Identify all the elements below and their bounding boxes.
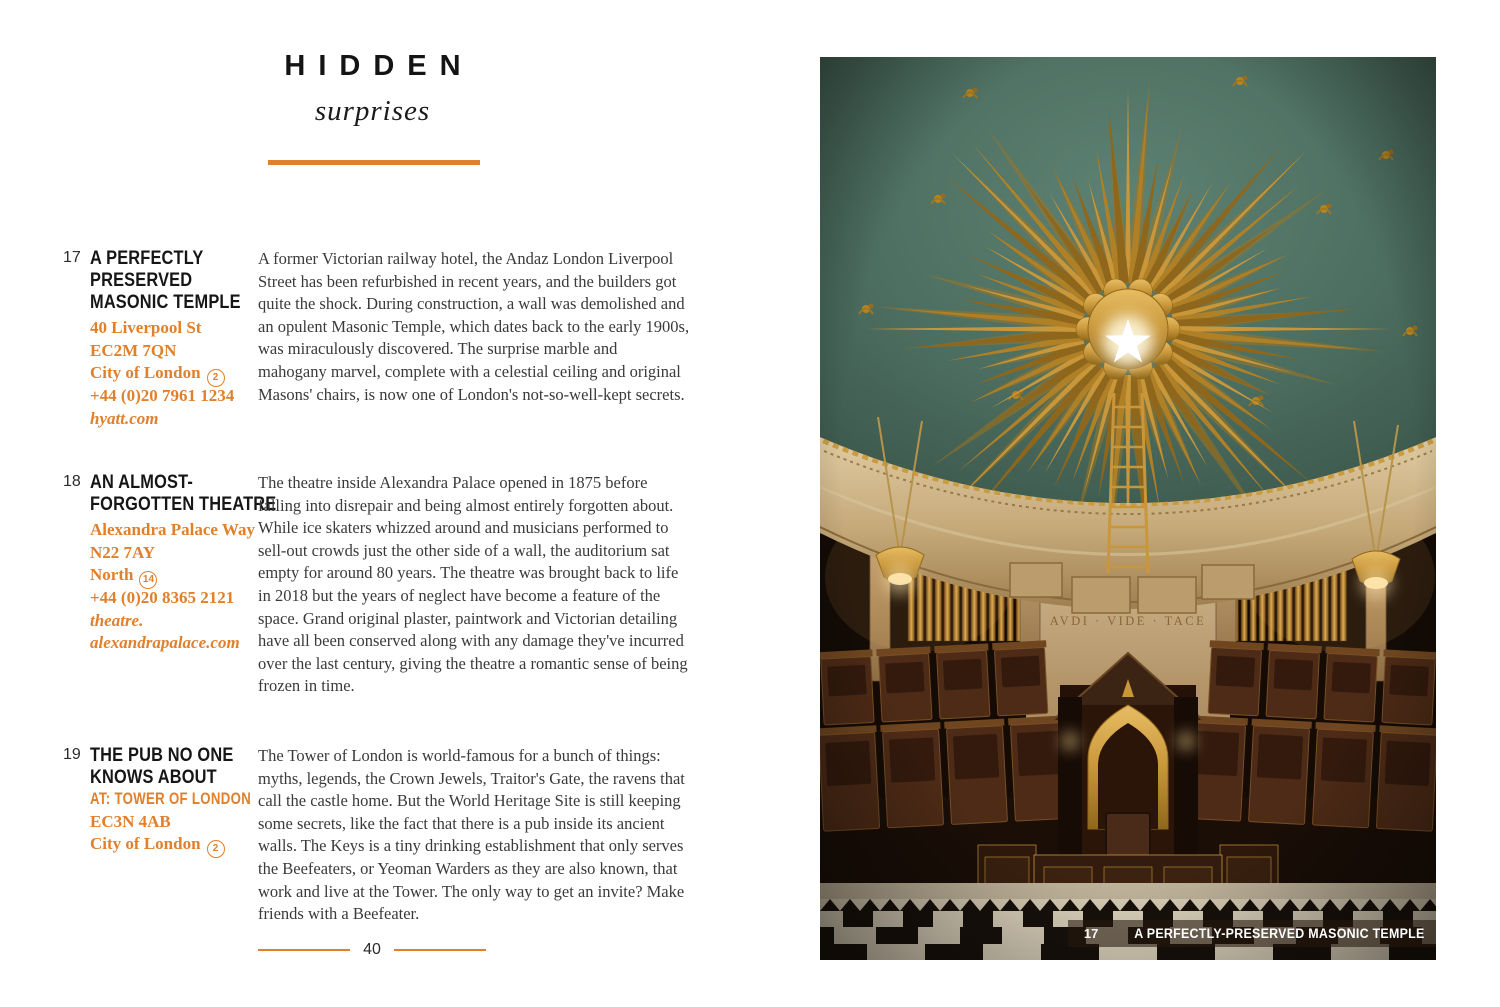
address-phone: +44 (0)20 8365 2121 — [90, 588, 235, 607]
travel-zone-badge: 2 — [207, 840, 225, 858]
chapter-title: HIDDEN — [284, 50, 474, 82]
entry-body: The Tower of London is world-famous for a bunch of things: myths, legends, the Crown Jewels, Traitor's Gate, the ravens that call the castle home. But the World Heritage Site is still keeping some secrets, like the fact that there is a pub inside its ancient walls. The Keys is a tiny drinking establishment that only serves the Beefeaters, or Yeoman Warders as they are also known, that work and live at the Tower. The only way to get an invite? Make friends with a Beefeater. — [258, 746, 685, 924]
address-postcode: EC2M 7QN — [90, 340, 177, 360]
entry-address — [90, 519, 255, 655]
address-url: hyatt.com — [90, 408, 159, 428]
entry-body: A former Victorian railway hotel, the Andaz London Liverpool Street has been refurbished in recent years, and the builders got quite the shock. During construction, a wall was demolished and an opulent Masonic Temple, which dates back to the early 1900s, was miraculously discovered. The surprise marble and mahogany marvel, complete with a celestial ceiling and original Masons' chairs, is now one of London's not-so-well-kept secrets. — [258, 249, 690, 404]
entry-body: The theatre inside Alexandra Palace opened in 1875 before falling into disrepair and being almost entirely forgotten about. While ice skaters whizzed around and musicians performed to sell-out crowds just the other side of a wall, the auditorium sat empty for around 80 years. The theatre was brought back to life in 2018 but the years of neglect have become a feature of the space. Grand original plaster, paintwork and Victorian detailing have all been conserved along with any damage they've incurred over the last century, giving the theatre a romantic sense of being frozen in time. — [258, 473, 688, 696]
entry-title: A PERFECTLY PRESERVED MASONIC TEMPLE — [90, 247, 241, 313]
entry-18 — [0, 471, 760, 696]
entry-title: THE PUB NO ONE KNOWS ABOUT — [90, 744, 234, 788]
photo-caption — [1068, 920, 1436, 947]
page-number: 40 — [363, 941, 381, 958]
footer-rule-right — [394, 949, 486, 951]
chapter-subtitle: surprises — [314, 95, 431, 127]
masonic-temple-photo — [820, 57, 1436, 960]
address-street: Alexandra Palace Way — [90, 520, 255, 539]
entry-number: 18 — [63, 473, 81, 490]
address-street: 40 Liverpool St — [90, 318, 202, 337]
address-location: AT: TOWER OF LONDON — [90, 790, 252, 808]
entry-number: 17 — [63, 249, 81, 266]
page-footer — [258, 941, 486, 959]
caption-number: 17 — [1083, 926, 1099, 941]
address-area: City of London 2 — [90, 362, 234, 385]
travel-zone-badge: 2 — [207, 369, 225, 387]
address-area: North 14 — [90, 564, 255, 587]
temple-photo-illustration — [820, 57, 1436, 960]
entry-title: AN ALMOST- FORGOTTEN THEATRE — [90, 471, 277, 515]
travel-zone-badge: 14 — [139, 571, 157, 589]
address-phone: +44 (0)20 7961 1234 — [90, 386, 235, 405]
entry-19 — [0, 744, 760, 924]
entry-address — [90, 317, 234, 430]
accent-rule — [268, 160, 480, 165]
address-area: City of London 2 — [90, 833, 291, 856]
caption-title: A PERFECTLY-PRESERVED MASONIC TEMPLE — [1134, 926, 1425, 941]
address-url: alexandrapalace.com — [90, 633, 240, 652]
photo-vignette — [820, 57, 1436, 960]
entry-number: 19 — [63, 746, 81, 763]
footer-rule-left — [258, 949, 350, 951]
address-postcode: N22 7AY — [90, 542, 156, 562]
address-url: theatre. — [90, 610, 144, 630]
chapter-header — [180, 50, 565, 128]
entry-17 — [0, 247, 760, 428]
address-postcode: EC3N 4AB — [90, 811, 171, 831]
